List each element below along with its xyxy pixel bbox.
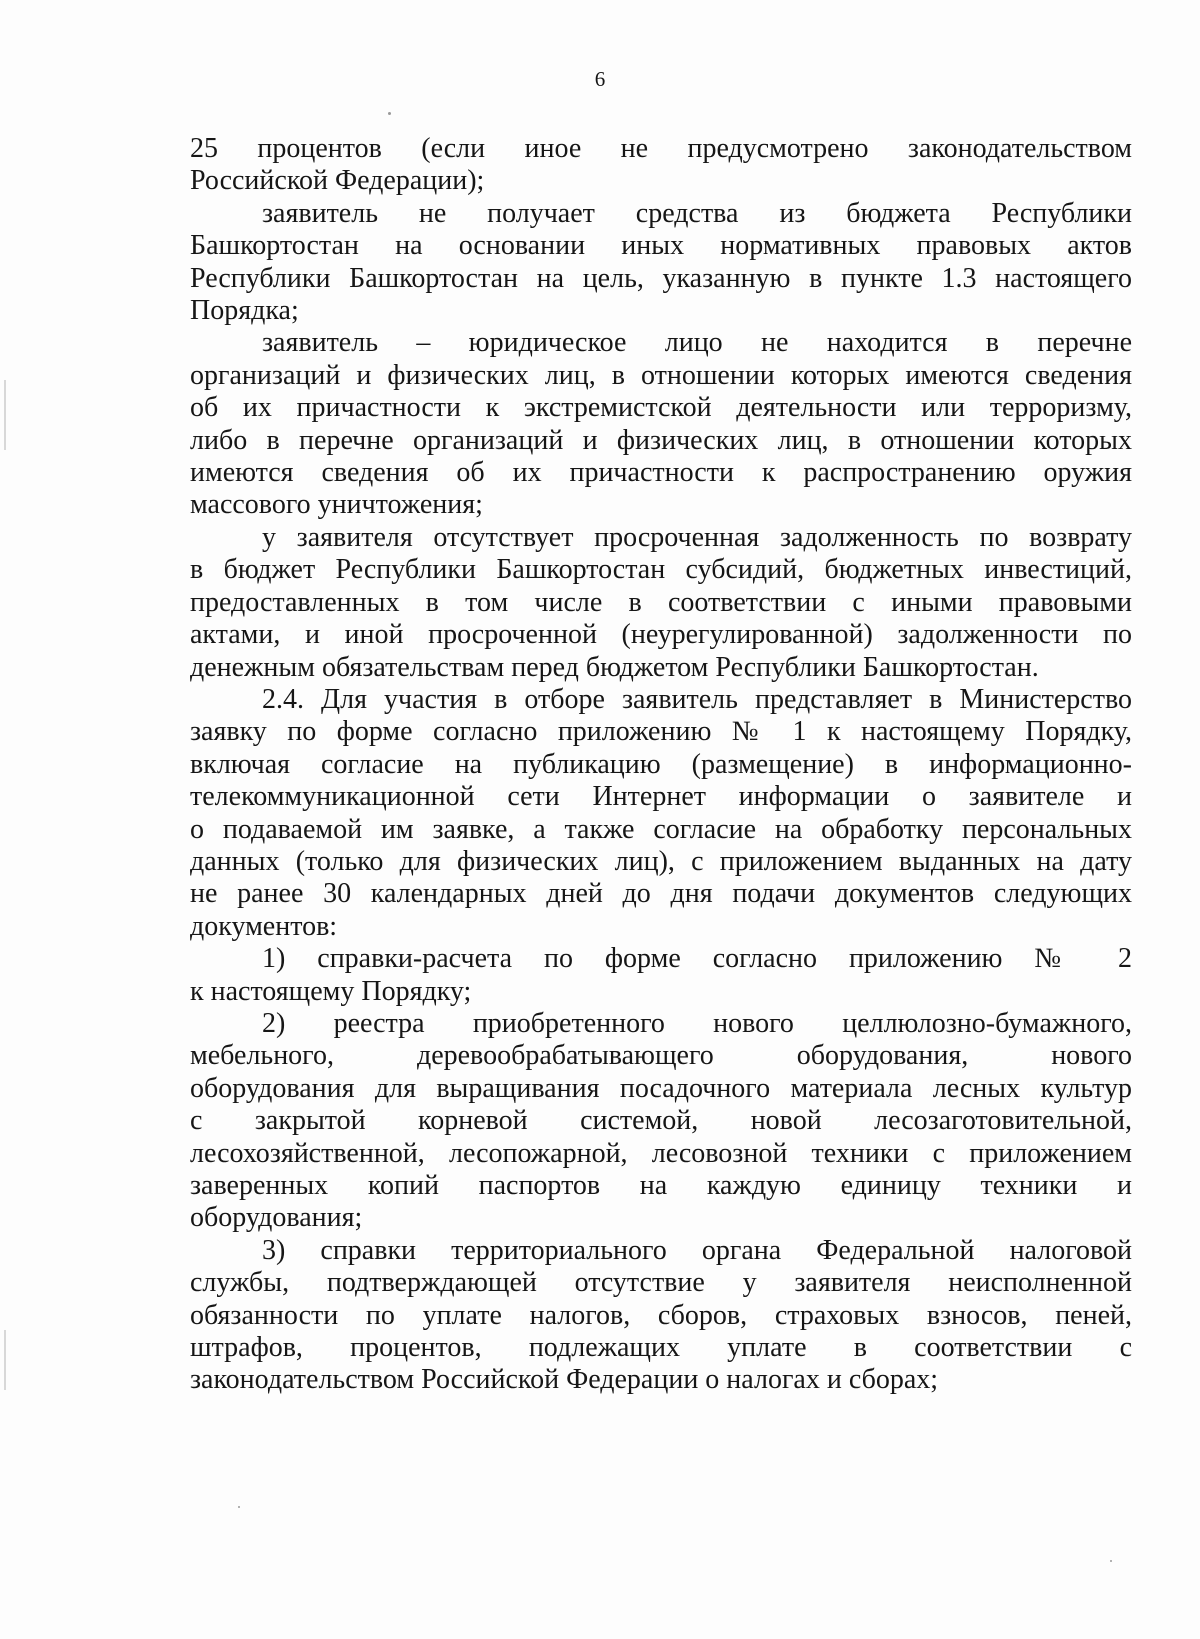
paragraph <box>190 943 1132 1008</box>
text-line: предоставленных в том числе в соответствии с иными правовыми <box>190 586 1132 618</box>
text-line: службы, подтверждающей отсутствие у заявителя неисполненной <box>190 1267 1132 1299</box>
text-line: заявитель не получает средства из бюджета Республики <box>262 197 1132 229</box>
text-line: лесохозяйственной, лесопожарной, лесовозной техники с приложением <box>190 1137 1132 1169</box>
text-line: 1) справки-расчета по форме согласно приложению № 2 <box>262 943 1132 975</box>
text-line: об их причастности к экстремистской деятельности или терроризму, <box>190 392 1132 424</box>
text-line: Республики Башкортостан на цель, указанную в пункте 1.3 настоящего <box>190 262 1132 294</box>
text-line: телекоммуникационной сети Интернет информации о заявителе и <box>190 781 1132 813</box>
scan-dust-speck <box>1110 1560 1112 1562</box>
text-line: Башкортостан на основании иных нормативных правовых актов <box>190 230 1132 262</box>
paragraph <box>190 1235 1132 1397</box>
paragraph <box>190 1008 1132 1235</box>
text-line: либо в перечне организаций и физических лиц, в отношении которых <box>190 424 1132 456</box>
text-line: штрафов, процентов, подлежащих уплате в соответствии с <box>190 1332 1132 1364</box>
text-line: включая согласие на публикацию (размещение) в информационно- <box>190 748 1132 780</box>
text-line: оборудования для выращивания посадочного материала лесных культур <box>190 1072 1132 1104</box>
text-line: денежным обязательствам перед бюджетом Республики Башкортостан. <box>190 651 1039 683</box>
text-line: заявитель – юридическое лицо не находится в перечне <box>262 327 1132 359</box>
scan-dust-speck <box>238 1506 240 1508</box>
text-line: 25 процентов (если иное не предусмотрено законодательством <box>190 133 1132 164</box>
text-line: оборудования; <box>190 1202 363 1234</box>
paragraph <box>190 133 1132 198</box>
text-line: 2.4. Для участия в отборе заявитель представляет в Министерство <box>262 683 1132 715</box>
paragraph <box>190 684 1132 943</box>
text-line: имеются сведения об их причастности к распространению оружия <box>190 457 1132 489</box>
page-number: 6 <box>594 67 606 91</box>
text-line: законодательством Российской Федерации о налогах и сборах; <box>190 1364 939 1396</box>
scan-dust-speck <box>388 112 391 115</box>
text-line: с закрытой корневой системой, новой лесозаготовительной, <box>190 1105 1132 1137</box>
paragraph <box>190 522 1132 684</box>
paragraph <box>190 327 1132 521</box>
text-line: 3) справки территориального органа Федеральной налоговой <box>262 1234 1132 1266</box>
text-line: о подаваемой им заявке, а также согласие на обработку персональных <box>190 813 1132 845</box>
text-line: мебельного, деревообрабатывающего оборудования, нового <box>190 1040 1132 1072</box>
text-line: не ранее 30 календарных дней до дня подачи документов следующих <box>190 878 1132 910</box>
document-body <box>190 133 1132 1397</box>
scan-edge-mark <box>4 380 6 450</box>
text-line: Порядка; <box>190 295 299 327</box>
text-line: в бюджет Республики Башкортостан субсидий, бюджетных инвестиций, <box>190 554 1132 586</box>
text-line: обязанности по уплате налогов, сборов, страховых взносов, пеней, <box>190 1299 1132 1331</box>
text-line: к настоящему Порядку; <box>190 975 472 1007</box>
text-line: заявку по форме согласно приложению № 1 к настоящему Порядку, <box>190 716 1132 748</box>
text-line: данных (только для физических лиц), с приложением выданных на дату <box>190 845 1132 877</box>
paragraph <box>190 198 1132 328</box>
text-line: документов: <box>190 910 338 942</box>
text-line: Российской Федерации); <box>190 165 485 197</box>
text-line: 2) реестра приобретенного нового целлюлозно-бумажного, <box>262 1007 1132 1039</box>
text-line: актами, и иной просроченной (неурегулированной) задолженности по <box>190 619 1132 651</box>
text-line: массового уничтожения; <box>190 489 483 521</box>
scan-edge-mark <box>4 1330 6 1390</box>
text-line: организаций и физических лиц, в отношении которых имеются сведения <box>190 359 1132 391</box>
text-line: у заявителя отсутствует просроченная задолженность по возврату <box>262 521 1132 553</box>
text-line: заверенных копий паспортов на каждую единицу техники и <box>190 1170 1132 1201</box>
